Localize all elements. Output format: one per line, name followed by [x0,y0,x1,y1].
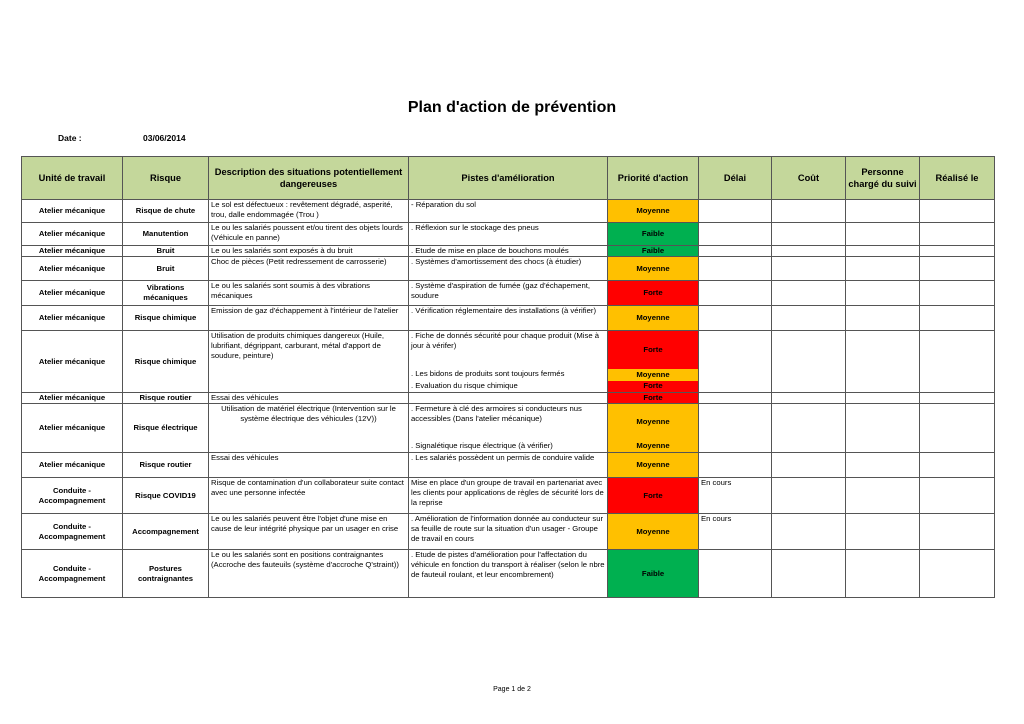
completed-date-cell [920,306,995,331]
completed-date-cell [920,281,995,306]
risk-cell: Accompagnement [123,514,209,550]
cost-cell [772,281,846,306]
deadline-cell [699,381,772,393]
cost-cell [772,393,846,404]
improvement-track-cell: . Evaluation du risque chimique [409,381,608,393]
header-priorite-action: Priorité d'action [608,157,699,200]
deadline-cell [699,200,772,223]
responsible-person-cell [846,404,920,441]
situation-description-cell: Emission de gaz d'échappement à l'intérieur de l'atelier [209,306,409,331]
situation-description-cell: Utilisation de matériel électrique (Intervention sur le système électrique des véhicules (12V)) [209,404,409,453]
deadline-cell [699,281,772,306]
improvement-track-cell: . Les bidons de produits sont toujours fermés [409,369,608,381]
risk-cell: Risque électrique [123,404,209,453]
situation-description-cell: Le ou les salariés sont soumis à des vibrations mécaniques [209,281,409,306]
priority-badge: Forte [608,381,699,393]
responsible-person-cell [846,369,920,381]
page-title: Plan d'action de prévention [407,99,617,116]
situation-description-cell: Le sol est défectueux : revêtement dégradé, asperité, trou, dalle endommagée (Trou ) [209,200,409,223]
situation-description-cell: Le ou les salariés sont en positions contraignantes (Accroche des fauteuils (système d'accroche Q'straint)) [209,550,409,598]
deadline-cell [699,550,772,598]
table-row [22,281,995,306]
header-description: Description des situations potentiellement dangereuses [209,157,409,200]
table-row [22,478,995,514]
situation-description-cell: Choc de pièces (Petit redressement de carrosserie) [209,257,409,281]
table-row [22,257,995,281]
cost-cell [772,200,846,223]
deadline-cell [699,246,772,257]
deadline-cell [699,393,772,404]
cost-cell [772,257,846,281]
work-unit-cell: Atelier mécanique [22,257,123,281]
table-row [22,223,995,246]
priority-badge: Forte [608,393,699,404]
completed-date-cell [920,478,995,514]
improvement-track-cell: . Amélioration de l'information donnée au conducteur sur sa feuille de route sur la situation d'un usager - Groupe de travail en cours [409,514,608,550]
deadline-cell [699,453,772,478]
cost-cell [772,369,846,381]
work-unit-cell: Atelier mécanique [22,393,123,404]
table-row [22,393,995,404]
situation-description-cell: Utilisation de produits chimiques dangereux (Huile, lubrifiant, dégrippant, carburant, métal d'apport de soudure, peinture) [209,331,409,393]
table-row [22,514,995,550]
situation-description-cell: Le ou les salariés peuvent être l'objet d'une mise en cause de leur intégrité physique par un usager en crise [209,514,409,550]
priority-badge: Moyenne [608,514,699,550]
table-row [22,246,995,257]
page-footer: Page 1 de 2 [493,686,531,693]
improvement-track-cell [409,393,608,404]
header-delai: Délai [699,157,772,200]
cost-cell [772,453,846,478]
improvement-track-cell: . Vérification réglementaire des installations (à vérifier) [409,306,608,331]
header-pistes-amelioration: Pistes d'amélioration [409,157,608,200]
deadline-cell [699,331,772,369]
completed-date-cell [920,514,995,550]
risk-cell: Risque routier [123,393,209,404]
table-row [22,404,995,441]
improvement-track-cell: . Fermeture à clé des armoires si conducteurs nus accessibles (Dans l'atelier mécanique) [409,404,608,441]
situation-description-cell: Essai des véhicules [209,393,409,404]
cost-cell [772,441,846,453]
work-unit-cell: Atelier mécanique [22,404,123,453]
responsible-person-cell [846,453,920,478]
table-row [22,550,995,598]
deadline-cell: En cours [699,514,772,550]
deadline-cell [699,223,772,246]
header-personne-chargee: Personne chargé du suivi [846,157,920,200]
table-row [22,306,995,331]
deadline-cell [699,257,772,281]
deadline-cell [699,306,772,331]
cost-cell [772,246,846,257]
priority-badge: Moyenne [608,369,699,381]
work-unit-cell: Atelier mécanique [22,453,123,478]
improvement-track-cell: . Etude de pistes d'amélioration pour l'affectation du véhicule en fonction du transport à réaliser (selon le nbre de fauteuil roulant, et leur encombrement) [409,550,608,598]
priority-badge: Moyenne [608,200,699,223]
completed-date-cell [920,381,995,393]
header-realise-le: Réalisé le [920,157,995,200]
cost-cell [772,404,846,441]
deadline-cell [699,441,772,453]
priority-badge: Faible [608,223,699,246]
work-unit-cell: Conduite - Accompagnement [22,550,123,598]
completed-date-cell [920,550,995,598]
improvement-track-cell: . Systèmes d'amortissement des chocs (à étudier) [409,257,608,281]
improvement-track-cell: . Les salariés possèdent un permis de conduire valide [409,453,608,478]
improvement-track-cell: . Fiche de donnés sécurité pour chaque produit (Mise à jour à vérifer) [409,331,608,369]
responsible-person-cell [846,331,920,369]
priority-badge: Faible [608,246,699,257]
improvement-track-cell: . Réflexion sur le stockage des pneus [409,223,608,246]
responsible-person-cell [846,306,920,331]
table-row [22,331,995,369]
work-unit-cell: Atelier mécanique [22,246,123,257]
situation-description-cell: Le ou les salariés sont exposés à du bruit [209,246,409,257]
completed-date-cell [920,223,995,246]
improvement-track-cell: Mise en place d'un groupe de travail en partenariat avec les clients pour applications de règles de sécurité lors de la reprise [409,478,608,514]
risk-cell: Risque chimique [123,306,209,331]
situation-description-cell: Le ou les salariés poussent et/ou tirent des objets lourds (Véhicule en panne) [209,223,409,246]
cost-cell [772,514,846,550]
table-row [22,453,995,478]
date-value: 03/06/2014 [143,133,186,143]
priority-badge: Moyenne [608,441,699,453]
header-cout: Coût [772,157,846,200]
work-unit-cell: Atelier mécanique [22,200,123,223]
completed-date-cell [920,404,995,441]
priority-badge: Moyenne [608,257,699,281]
improvement-track-cell: . Système d'aspiration de fumée (gaz d'échapement, soudure [409,281,608,306]
cost-cell [772,306,846,331]
responsible-person-cell [846,393,920,404]
risk-cell: Postures contraignantes [123,550,209,598]
responsible-person-cell [846,381,920,393]
risk-cell: Bruit [123,257,209,281]
situation-description-cell: Risque de contamination d'un collaborateur suite contact avec une personne infectée [209,478,409,514]
priority-badge: Forte [608,281,699,306]
work-unit-cell: Atelier mécanique [22,306,123,331]
improvement-track-cell: . Etude de mise en place de bouchons moulés [409,246,608,257]
deadline-cell: En cours [699,478,772,514]
completed-date-cell [920,257,995,281]
priority-badge: Faible [608,550,699,598]
work-unit-cell: Conduite - Accompagnement [22,478,123,514]
work-unit-cell: Atelier mécanique [22,331,123,393]
cost-cell [772,478,846,514]
completed-date-cell [920,331,995,369]
table-row [22,200,995,223]
responsible-person-cell [846,257,920,281]
header-unite-de-travail: Unité de travail [22,157,123,200]
priority-badge: Forte [608,331,699,369]
risk-cell: Risque chimique [123,331,209,393]
prevention-action-table [21,156,995,598]
cost-cell [772,331,846,369]
priority-badge: Moyenne [608,404,699,441]
completed-date-cell [920,200,995,223]
date-label: Date : [58,133,82,143]
completed-date-cell [920,441,995,453]
cost-cell [772,550,846,598]
improvement-track-cell: - Réparation du sol [409,200,608,223]
improvement-track-cell: . Signalétique risque électrique (à vérifier) [409,441,608,453]
header-risque: Risque [123,157,209,200]
risk-cell: Manutention [123,223,209,246]
priority-badge: Moyenne [608,306,699,331]
completed-date-cell [920,393,995,404]
cost-cell [772,381,846,393]
risk-cell: Risque COVID19 [123,478,209,514]
table-body [22,200,995,598]
situation-description-cell: Essai des véhicules [209,453,409,478]
risk-cell: Risque de chute [123,200,209,223]
work-unit-cell: Atelier mécanique [22,281,123,306]
completed-date-cell [920,453,995,478]
completed-date-cell [920,246,995,257]
priority-badge: Forte [608,478,699,514]
priority-badge: Moyenne [608,453,699,478]
table-header-row [22,157,995,200]
responsible-person-cell [846,441,920,453]
deadline-cell [699,404,772,441]
responsible-person-cell [846,223,920,246]
responsible-person-cell [846,478,920,514]
risk-cell: Bruit [123,246,209,257]
cost-cell [772,223,846,246]
work-unit-cell: Conduite - Accompagnement [22,514,123,550]
responsible-person-cell [846,550,920,598]
responsible-person-cell [846,281,920,306]
responsible-person-cell [846,246,920,257]
completed-date-cell [920,369,995,381]
work-unit-cell: Atelier mécanique [22,223,123,246]
risk-cell: Vibrations mécaniques [123,281,209,306]
responsible-person-cell [846,514,920,550]
risk-cell: Risque routier [123,453,209,478]
deadline-cell [699,369,772,381]
responsible-person-cell [846,200,920,223]
